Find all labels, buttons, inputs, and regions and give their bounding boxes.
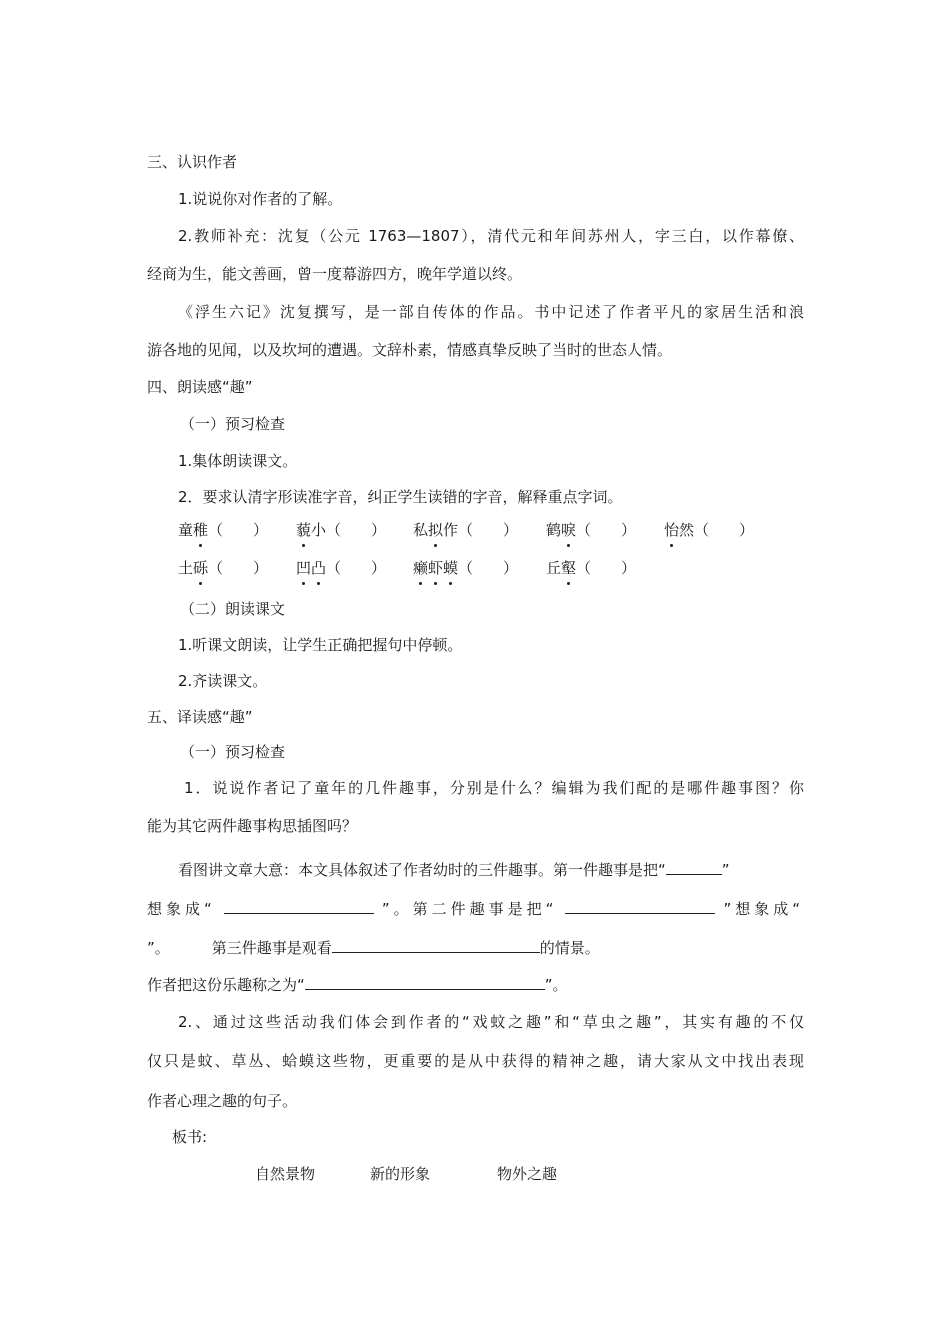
s3-item-2-line-1: 2.教师补充：沈复（公元 1763—1807），清代元和年间苏州人，字三白，以作幕僚、 bbox=[178, 227, 804, 245]
vocab-word: 藐小（ ） bbox=[296, 521, 387, 539]
s3-book-line-2: 游各地的见闻，以及坎坷的遭遇。文辞朴素，情感真挚反映了当时的世态人情。 bbox=[147, 341, 673, 359]
board-item-1: 自然景物 bbox=[255, 1165, 316, 1183]
section-5-heading: 五、译读感“趣” bbox=[147, 708, 253, 726]
vocab-answer-blank: （ ） bbox=[458, 521, 519, 539]
vocab-answer-blank: （ ） bbox=[576, 521, 637, 539]
s4-item-3: 1.听课文朗读，让学生正确把握句中停顿。 bbox=[178, 636, 463, 654]
vocab-word: 土砾（ ） bbox=[178, 559, 269, 577]
s3-book-line-1: 《浮生六记》沈复撰写，是一部自传体的作品。书中记述了作者平凡的家居生活和浪 bbox=[178, 303, 804, 321]
s4-subheading-2: （二）朗读课文 bbox=[180, 600, 286, 618]
vocab-answer-blank: （ ） bbox=[694, 521, 755, 539]
s3-item-1: 1.说说你对作者的了解。 bbox=[178, 190, 343, 208]
s5-question-1-line-1: 1．说说作者记了童年的几件趣事，分别是什么？编辑为我们配的是哪件趣事图？你 bbox=[184, 779, 804, 797]
s4-item-4: 2.齐读课文。 bbox=[178, 672, 268, 690]
fill-in-line-b: 想象成“ ”。第二件趣事是把“ ”想象成“ bbox=[147, 900, 804, 918]
s4-item-2: 2．要求认清字形读准字音，纠正学生读错的字音，解释重点字词。 bbox=[178, 488, 623, 506]
vocab-word: 丘壑（ ） bbox=[546, 559, 637, 577]
vocab-word: 童稚（ ） bbox=[178, 521, 269, 539]
vocab-answer-blank: （ ） bbox=[208, 559, 269, 577]
fill-in-line-a: 看图讲文章大意：本文具体叙述了作者幼时的三件趣事。第一件趣事是把“ ” bbox=[178, 861, 730, 879]
s5-question-2-line-3: 作者心理之趣的句子。 bbox=[147, 1092, 298, 1110]
vocab-word: 怡然（ ） bbox=[664, 521, 755, 539]
board-item-2: 新的形象 bbox=[370, 1165, 431, 1183]
vocab-answer-blank: （ ） bbox=[208, 521, 269, 539]
fill-in-line-d: 作者把这份乐趣称之为“ ”。 bbox=[147, 976, 568, 994]
section-4-heading: 四、朗读感“趣” bbox=[147, 378, 253, 396]
answer-blank[interactable] bbox=[305, 974, 545, 990]
vocab-word: 私拟作（ ） bbox=[413, 521, 519, 539]
vocab-answer-blank: （ ） bbox=[326, 559, 387, 577]
s4-item-1: 1.集体朗读课文。 bbox=[178, 452, 298, 470]
answer-blank[interactable] bbox=[332, 937, 540, 953]
s5-question-2-line-1: 2.、通过这些活动我们体会到作者的“戏蚊之趣”和“草虫之趣”，其实有趣的不仅 bbox=[178, 1013, 804, 1031]
answer-blank[interactable] bbox=[224, 898, 374, 914]
s3-item-2-line-2: 经商为生，能文善画，曾一度幕游四方，晚年学道以终。 bbox=[147, 265, 523, 283]
answer-blank[interactable] bbox=[666, 859, 722, 875]
vocab-word: 鹤唳（ ） bbox=[546, 521, 637, 539]
section-3-heading: 三、认识作者 bbox=[147, 153, 238, 171]
vocab-answer-blank: （ ） bbox=[458, 559, 519, 577]
s5-question-2-line-2: 仅只是蚊、草丛、蛤蟆这些物，更重要的是从中获得的精神之趣，请大家从文中找出表现 bbox=[147, 1052, 804, 1070]
fill-in-line-c: ”。 第三件趣事是观看 的情景。 bbox=[147, 939, 600, 957]
board-item-3: 物外之趣 bbox=[497, 1165, 558, 1183]
s4-subheading-1: （一）预习检查 bbox=[180, 415, 286, 433]
answer-blank[interactable] bbox=[565, 898, 715, 914]
vocab-answer-blank: （ ） bbox=[326, 521, 387, 539]
s5-subheading-1: （一）预习检查 bbox=[180, 743, 286, 761]
s5-question-1-line-2: 能为其它两件趣事构思插图吗？ bbox=[147, 817, 358, 835]
vocab-word: 凹凸（ ） bbox=[296, 559, 387, 577]
vocab-answer-blank: （ ） bbox=[576, 559, 637, 577]
board-label: 板书: bbox=[172, 1128, 208, 1146]
vocab-word: 癞虾蟆（ ） bbox=[413, 559, 519, 577]
